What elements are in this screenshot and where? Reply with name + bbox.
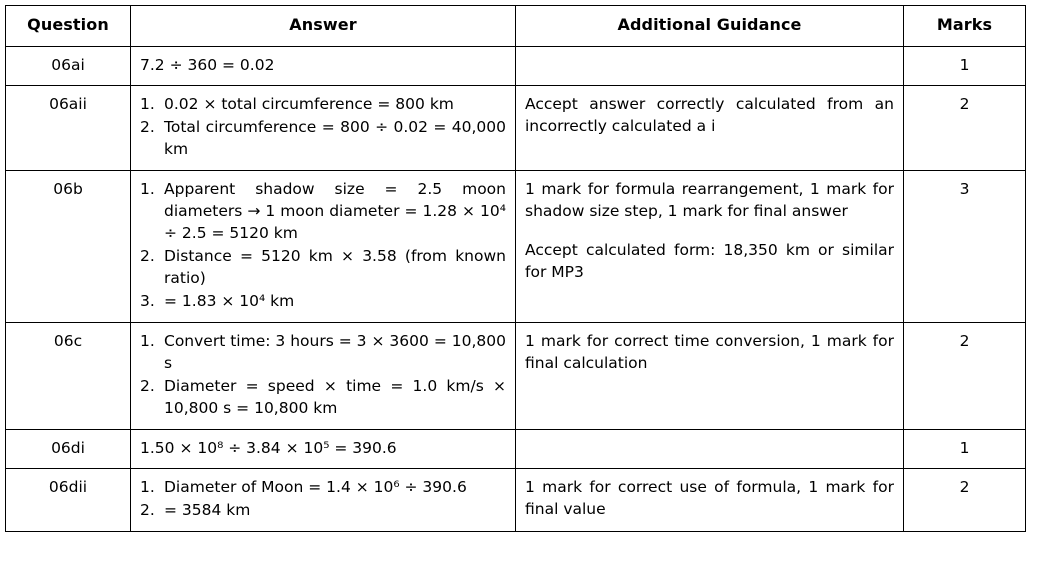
answer-step — [140, 375, 506, 419]
answer-step-text: Diameter = speed × time = 1.0 km/s × 10,800 s = 10,800 km — [164, 376, 506, 417]
cell-answer — [131, 429, 516, 468]
answer-step-list — [140, 330, 506, 419]
answer-step — [140, 116, 506, 160]
answer-step-marker: 1. — [140, 331, 155, 350]
answer-step-text: Apparent shadow size = 2.5 moon diameters → 1 moon diameter = 1.28 × 10⁴ ÷ 2.5 = 5120 km — [164, 179, 506, 242]
table-row — [6, 429, 1026, 468]
mark-scheme-table — [5, 5, 1026, 532]
answer-step-text: = 3584 km — [164, 500, 251, 519]
table-row — [6, 85, 1026, 170]
answer-step — [140, 476, 506, 498]
cell-marks: 1 — [904, 429, 1026, 468]
answer-step — [140, 93, 506, 115]
column-header-marks: Marks — [904, 6, 1026, 47]
cell-guidance — [516, 468, 904, 531]
column-header-question: Question — [6, 6, 131, 47]
cell-marks: 2 — [904, 322, 1026, 429]
cell-answer — [131, 468, 516, 531]
answer-step-marker: 1. — [140, 477, 155, 496]
table-header — [6, 6, 1026, 47]
cell-guidance — [516, 170, 904, 322]
cell-guidance — [516, 85, 904, 170]
table-row — [6, 468, 1026, 531]
cell-question: 06c — [6, 322, 131, 429]
cell-question: 06b — [6, 170, 131, 322]
answer-step — [140, 330, 506, 374]
table-header-row — [6, 6, 1026, 47]
cell-answer — [131, 85, 516, 170]
answer-step-list — [140, 93, 506, 160]
cell-marks: 1 — [904, 46, 1026, 85]
cell-guidance — [516, 322, 904, 429]
guidance-paragraph: Accept answer correctly calculated from an incorrectly calculated a i — [525, 94, 894, 135]
cell-answer — [131, 170, 516, 322]
answer-step-marker: 1. — [140, 94, 155, 113]
answer-step-marker: 3. — [140, 291, 155, 310]
answer-step-text: Distance = 5120 km × 3.58 (from known ratio) — [164, 246, 506, 287]
cell-question: 06aii — [6, 85, 131, 170]
cell-marks: 2 — [904, 85, 1026, 170]
table-row — [6, 170, 1026, 322]
answer-step-marker: 2. — [140, 246, 155, 265]
answer-step-marker: 1. — [140, 179, 155, 198]
guidance-paragraph: 1 mark for formula rearrangement, 1 mark for shadow size step, 1 mark for final answer — [525, 179, 894, 220]
answer-step-text: = 1.83 × 10⁴ km — [164, 291, 295, 310]
answer-step-marker: 2. — [140, 376, 155, 395]
guidance-paragraph: 1 mark for correct time conversion, 1 mark for final calculation — [525, 331, 894, 372]
table-body — [6, 46, 1026, 531]
answer-step-marker: 2. — [140, 500, 155, 519]
answer-text: 1.50 × 10⁸ ÷ 3.84 × 10⁵ = 390.6 — [140, 438, 397, 457]
cell-question: 06di — [6, 429, 131, 468]
answer-step-list — [140, 476, 506, 521]
answer-text: 7.2 ÷ 360 = 0.02 — [140, 55, 275, 74]
answer-step-marker: 2. — [140, 117, 155, 136]
answer-step-text: Total circumference = 800 ÷ 0.02 = 40,000 km — [164, 117, 506, 158]
answer-step — [140, 499, 506, 521]
cell-question: 06dii — [6, 468, 131, 531]
answer-step-text: 0.02 × total circumference = 800 km — [164, 94, 454, 113]
guidance-paragraph: Accept calculated form: 18,350 km or similar for MP3 — [525, 240, 894, 281]
cell-answer — [131, 46, 516, 85]
cell-guidance — [516, 429, 904, 468]
answer-step-list — [140, 178, 506, 312]
answer-step — [140, 178, 506, 244]
cell-question: 06ai — [6, 46, 131, 85]
answer-step-text: Convert time: 3 hours = 3 × 3600 = 10,800 s — [164, 331, 506, 372]
answer-step — [140, 245, 506, 289]
answer-step-text: Diameter of Moon = 1.4 × 10⁶ ÷ 390.6 — [164, 477, 467, 496]
table-row — [6, 322, 1026, 429]
guidance-paragraph: 1 mark for correct use of formula, 1 mark for final value — [525, 477, 894, 518]
column-header-answer: Answer — [131, 6, 516, 47]
answer-step — [140, 290, 506, 312]
cell-marks: 2 — [904, 468, 1026, 531]
table-row — [6, 46, 1026, 85]
cell-marks: 3 — [904, 170, 1026, 322]
cell-answer — [131, 322, 516, 429]
column-header-guidance: Additional Guidance — [516, 6, 904, 47]
cell-guidance — [516, 46, 904, 85]
